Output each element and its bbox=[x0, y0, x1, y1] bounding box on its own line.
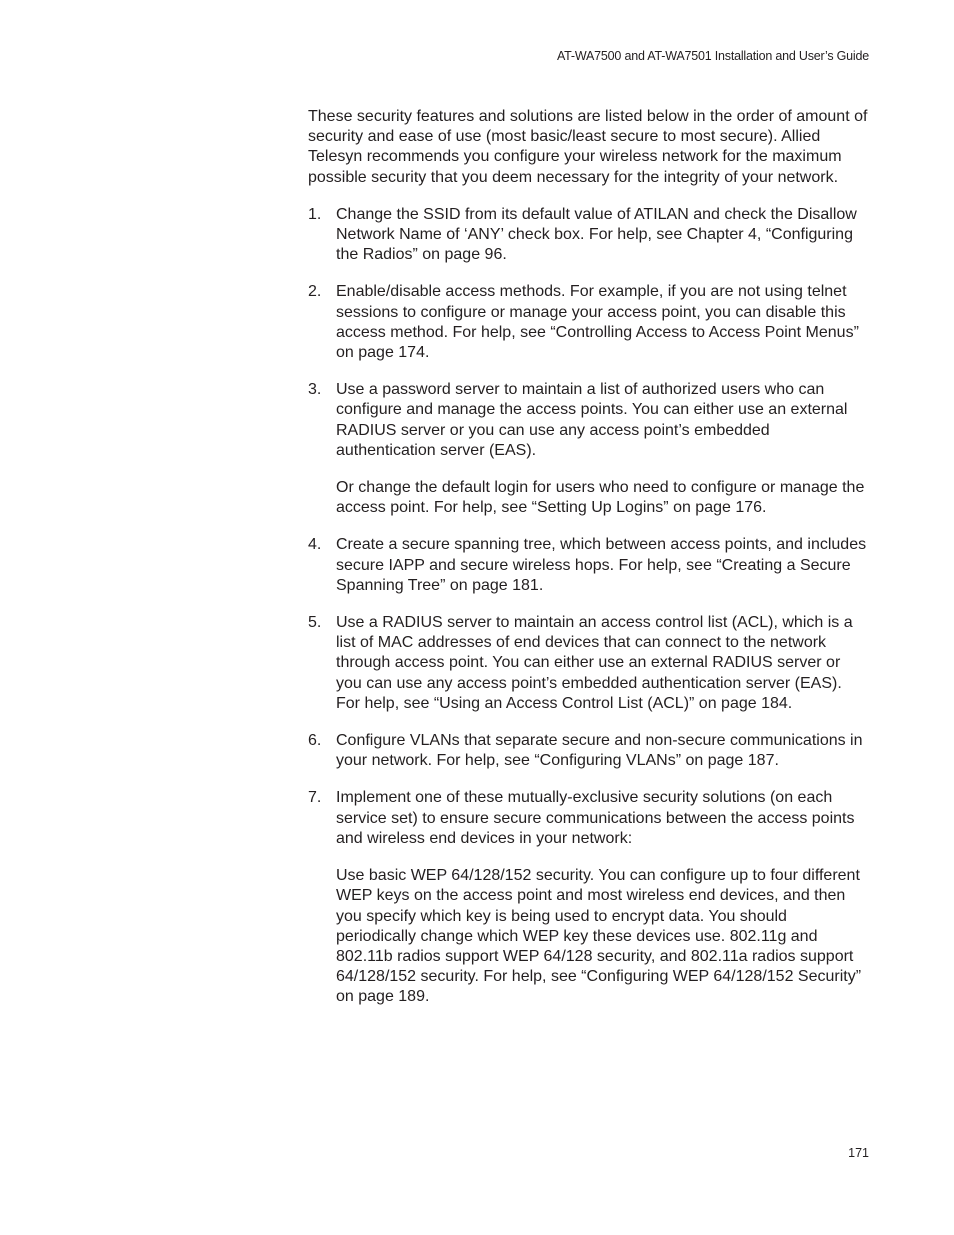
step-paragraph: Use a RADIUS server to maintain an access control list (ACL), which is a list of MAC addresses of end devices that can connect to the network through access point. You can either use an external RADIUS server or you can use any access point’s embedded authentication server (EAS). For help, see “Using an Access Control List (ACL)” on page 184. bbox=[336, 614, 853, 712]
step-body bbox=[336, 731, 870, 771]
list-item bbox=[308, 535, 870, 596]
step-paragraph: Or change the default login for users who need to configure or manage the access point. For help, see “Setting Up Logins” on page 176. bbox=[336, 479, 865, 517]
running-header: AT-WA7500 and AT-WA7501 Installation and User’s Guide bbox=[556, 49, 869, 63]
step-body bbox=[336, 282, 870, 363]
step-body bbox=[336, 788, 870, 1007]
step-number: 6. bbox=[308, 732, 322, 750]
page-body bbox=[308, 107, 870, 1025]
step-number: 5. bbox=[308, 614, 322, 632]
step-number: 4. bbox=[308, 536, 322, 554]
step-paragraph: Change the SSID from its default value of ATILAN and check the Disallow Network Name of ‘ANY’ check box. For help, see Chapter 4, “Configuring the Radios” on page 96. bbox=[336, 205, 857, 264]
list-item bbox=[308, 613, 870, 714]
step-number: 1. bbox=[308, 205, 322, 223]
list-item bbox=[308, 205, 870, 266]
list-item bbox=[308, 282, 870, 363]
step-paragraph: Enable/disable access methods. For example, if you are not using telnet sessions to configure or manage your access point, you can disable this access method. For help, see “Controlling Access to Access Point Menus” on page 174. bbox=[336, 283, 859, 362]
step-paragraph: Use a password server to maintain a list of authorized users who can configure and manage the access points. You can either use an external RADIUS server or you can use any access point’s embedded authentication server (EAS). bbox=[336, 381, 848, 459]
list-item bbox=[308, 731, 870, 771]
step-body bbox=[336, 380, 870, 518]
intro-paragraph: These security features and solutions are listed below in the order of amount of security and ease of use (most basic/least secure to most secure). Allied Telesyn recommends you configure your wireless network for the maximum possible security that you deem necessary for the integrity of your network. bbox=[308, 108, 868, 186]
step-paragraph: Implement one of these mutually-exclusive security solutions (on each service set) to ensure secure communications between the access points and wireless end devices in your network: bbox=[336, 789, 855, 847]
page-number: 171 bbox=[848, 1146, 869, 1160]
security-steps-list bbox=[308, 205, 870, 1008]
step-body bbox=[336, 613, 870, 714]
step-number: 7. bbox=[308, 789, 322, 807]
step-paragraph: Create a secure spanning tree, which between access points, and includes secure IAPP and secure wireless hops. For help, see “Creating a Secure Spanning Tree” on page 181. bbox=[336, 536, 867, 594]
step-number: 3. bbox=[308, 381, 322, 399]
step-number: 2. bbox=[308, 283, 322, 301]
step-body bbox=[336, 205, 870, 266]
step-paragraph: Use basic WEP 64/128/152 security. You can configure up to four different WEP keys on the access point and most wireless end devices, and then you specify which key is being used to encrypt data. You should periodically change which WEP key these devices use. 802.11g and 802.11b radios support WEP 64/128 security, and 802.11a radios support 64/128/152 security. For help, see “Configuring WEP 64/128/152 Security” on page 189. bbox=[336, 867, 862, 1006]
list-item bbox=[308, 380, 870, 518]
step-paragraph: Configure VLANs that separate secure and non-secure communications in your network. For help, see “Configuring VLANs” on page 187. bbox=[336, 732, 863, 770]
step-body bbox=[336, 535, 870, 596]
list-item bbox=[308, 788, 870, 1007]
